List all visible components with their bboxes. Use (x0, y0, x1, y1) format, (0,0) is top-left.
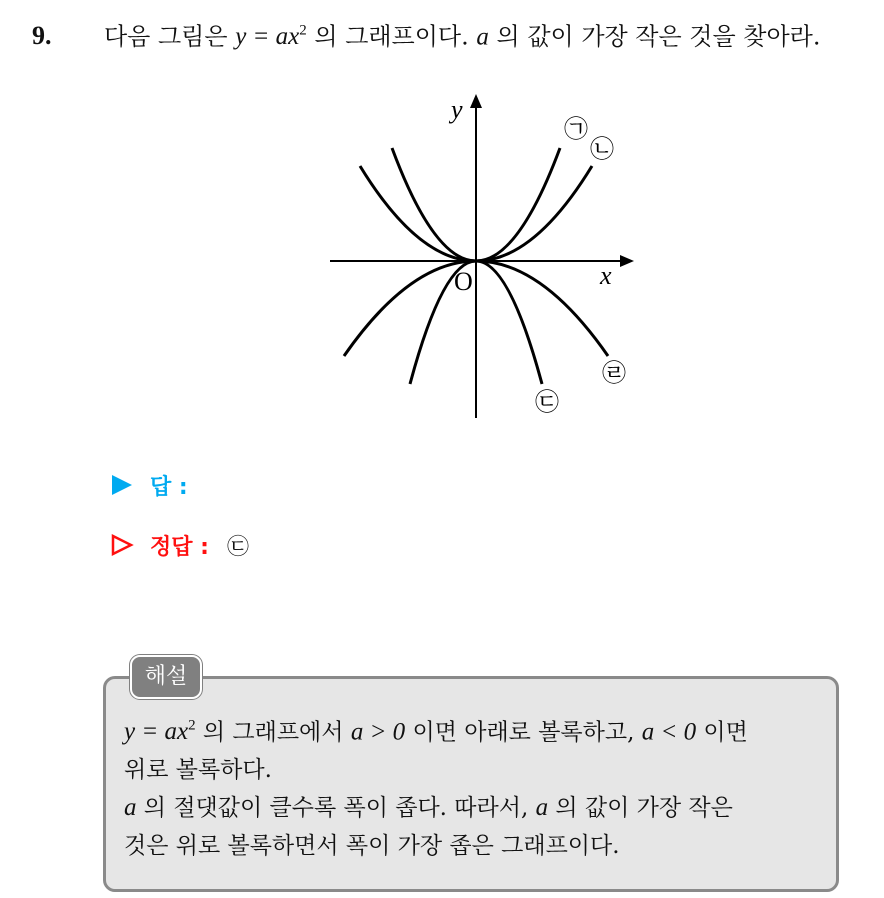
exp-line3-text: 의 절댓값이 클수록 폭이 좁다. 따라서, (136, 795, 536, 822)
correct-answer-label: 정답 : (150, 535, 209, 560)
parabola-graph (320, 90, 640, 425)
exp-var-a: a (124, 794, 137, 822)
exp-line3-text2: 의 값이 가장 작은 (548, 795, 733, 822)
explanation-line-1 (124, 707, 748, 751)
exp-equation (124, 718, 196, 745)
exp-condition-positive: a > 0 (350, 718, 406, 746)
y-axis-label: y (451, 95, 463, 124)
question-var-a: a (476, 23, 489, 51)
exp-line1-mid: 의 그래프에서 (195, 719, 351, 746)
explanation-box (103, 676, 839, 892)
explanation-line-2: 위로 볼록하다. (124, 757, 272, 784)
correct-answer-row (110, 530, 249, 561)
question (32, 14, 821, 54)
y-axis-arrow (470, 94, 482, 108)
question-text-before: 다음 그림은 (104, 22, 236, 51)
answer-label: 답 : (150, 475, 188, 500)
explanation-tab: 해설 (130, 655, 202, 699)
question-text-after: 의 값이 가장 작은 것을 찾아라. (488, 22, 821, 51)
question-text-mid: 의 그래프이다. (306, 22, 477, 51)
explanation-text (124, 707, 748, 865)
curve-label-d: ㉣ (602, 359, 626, 387)
play-triangle-filled-icon (110, 473, 134, 497)
answer-row (110, 470, 188, 501)
equation-exponent: 2 (299, 23, 307, 39)
exp-equation-base: y = ax (124, 718, 189, 746)
exp-equation-exponent: 2 (188, 718, 196, 734)
exp-line1-text3: 이면 (696, 719, 748, 746)
explanation-line-4: 것은 위로 볼록하면서 폭이 가장 좁은 그래프이다. (124, 833, 620, 860)
correct-answer-value: ㉢ (226, 535, 249, 560)
question-equation (235, 23, 307, 50)
exp-condition-negative: a < 0 (641, 718, 697, 746)
curve-label-c: ㉢ (535, 388, 559, 416)
curve-label-b: ㉡ (590, 135, 614, 163)
curve-label-a: ㉠ (564, 115, 588, 143)
exp-var-a-2: a (535, 794, 549, 822)
x-axis-label: x (600, 261, 612, 290)
origin-label: O (454, 267, 473, 296)
question-number: 9. (32, 21, 52, 51)
play-triangle-outline-icon (110, 533, 134, 557)
exp-line1-text2: 이면 아래로 볼록하고, (405, 719, 642, 746)
equation-base: y = ax (235, 23, 300, 51)
explanation-line-3 (124, 789, 748, 827)
x-axis-arrow (620, 255, 634, 267)
